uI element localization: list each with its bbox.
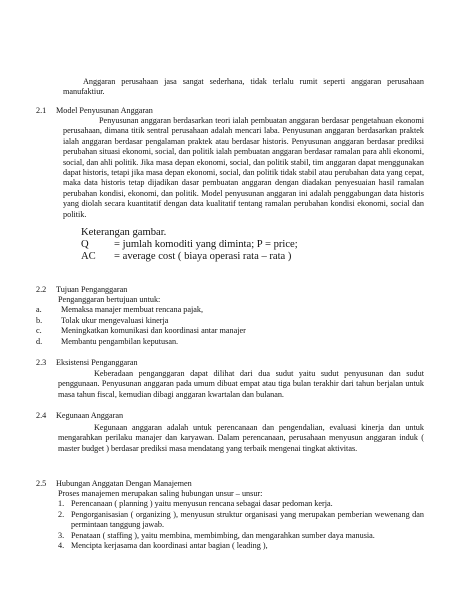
section-2-3-body: Keberadaan penganggaran dapat dilihat dari dua sudut yaitu sudut penyusunan dan sudut penggunaan. Penyusunan anggaran pada umum dibuat empat atau tiga bulan terakhir dari tahun berjalan untuk masa tahun fiscal, kemudian dibagi anggaran kwartalan dan bulanan. bbox=[58, 369, 424, 399]
list-item bbox=[58, 531, 424, 541]
section-2-3-heading bbox=[36, 358, 138, 368]
list-item-text: Tolak ukur mengevaluasi kinerja bbox=[61, 315, 169, 325]
section-2-1-body-block bbox=[0, 116, 474, 220]
section-number: 2.3 bbox=[36, 358, 47, 367]
list-item bbox=[36, 337, 424, 347]
purpose-list bbox=[36, 305, 424, 347]
legend-row bbox=[81, 251, 474, 263]
section-2-1-heading bbox=[36, 106, 153, 116]
section-title: Model Penyusunan Anggaran bbox=[56, 106, 153, 115]
section-title: Kegunaan Anggaran bbox=[56, 411, 124, 420]
section-2-2-lead: Penganggaran bertujuan untuk: bbox=[58, 295, 161, 304]
section-2-2-body-block bbox=[0, 295, 474, 347]
legend-description: = jumlah komoditi yang diminta; P = price; bbox=[114, 239, 298, 251]
section-number: 2.4 bbox=[36, 411, 47, 420]
section-title: Hubungan Anggatan Dengan Manajemen bbox=[56, 479, 192, 488]
figure-legend bbox=[0, 227, 474, 264]
list-item-text: Pengorganisasian ( organizing ), menyusun struktur organisasi yang merupakan pemberian wewenang dan permintaan tanggung jawab. bbox=[71, 509, 424, 530]
list-item-text: Memaksa manajer membuat rencana pajak, bbox=[61, 305, 204, 315]
section-title: Eksistensi Penganggaran bbox=[56, 358, 138, 367]
legend-row bbox=[81, 239, 474, 251]
list-item-text: Membantu pengambilan keputusan. bbox=[61, 336, 179, 346]
list-item bbox=[58, 510, 424, 531]
list-item-text: Perencanaan ( planning ) yaitu menyusun rencana sebagai dasar pedoman kerja. bbox=[71, 499, 333, 509]
list-marker: a. bbox=[36, 305, 42, 315]
legend-symbol: AC bbox=[81, 251, 96, 263]
section-title: Tujuan Penganggaran bbox=[56, 285, 128, 294]
intro-paragraph-block bbox=[0, 77, 474, 98]
list-marker: d. bbox=[36, 336, 43, 346]
list-item bbox=[36, 326, 424, 336]
section-2-5-heading bbox=[36, 479, 192, 489]
list-marker: 3. bbox=[58, 530, 65, 540]
section-2-4-body: Kegunaan anggaran adalah untuk perencanaan dan pengendalian, evaluasi kinerja dan untuk mengarahkan perilaku manajer dan karyawan. Dalam perencanaan, perusahaan menyusun anggaran induk ( master budget ) berdasar prediksi masa mendatang yang terbaik mengenai tingkat aktivitas. bbox=[58, 423, 424, 453]
section-2-1-body: Penyusunan anggaran berdasarkan teori ialah pembuatan anggaran berdasar pengetahuan ekonomi perusahaan, dimana titik sentral perusahaan adalah mencari laba. Penyusunan anggaran berdasarkan praktek ialah anggaran berdasar pengalaman praktek atau berdasar historis. Penyusunan anggaran berdasar prediksi perubahan situasi ekonomi, social, dan politik ialah pembuatan anggaran berdasar ramalan para ahli ekonomi, social, dan ahli politik. Jika masa depan ekonomi, social, dan politik stabil, tim anggaran dapat menggunakan dapat historis, tetapi jika masa depan ekonomi, social, dan politik tidak stabil atau perubahan data yang cepat, maka data historis tetap dijadikan dasar pembuatan anggaran dengan diadakan penyesuaian hasil ramalan perubahan kondisi, ekonomi, dan politik. Model penyusunan anggaran ini adalah penggabungan data historis yang diolah secara kuantitatif dengan data kualitatif tentang ramalan perubahan kondisi ekonomi, social dan politik. bbox=[63, 116, 424, 219]
list-item bbox=[36, 316, 424, 326]
section-2-4-heading bbox=[36, 411, 123, 421]
section-2-5-lead: Proses manajemen merupakan saling hubungan unsur – unsur: bbox=[58, 489, 263, 498]
list-item-text: Meningkatkan komunikasi dan koordinasi antar manajer bbox=[61, 326, 246, 336]
list-item-text: Mencipta kerjasama dan koordinasi antar bagian ( leading ), bbox=[71, 541, 268, 551]
list-marker: c. bbox=[36, 326, 42, 336]
legend-symbol: Q bbox=[81, 239, 89, 251]
process-list bbox=[58, 499, 424, 551]
section-2-4-body-block bbox=[0, 423, 474, 454]
section-2-3-body-block bbox=[0, 369, 474, 400]
section-2-2-heading bbox=[36, 285, 127, 295]
intro-paragraph: Anggaran perusahaan jasa sangat sederhana, tidak terlalu rumit seperti anggaran perusahaan manufaktiur. bbox=[63, 77, 424, 97]
section-2-5-body-block bbox=[0, 489, 474, 551]
list-marker: 1. bbox=[58, 499, 65, 509]
list-marker: 2. bbox=[58, 509, 65, 519]
list-item bbox=[58, 499, 424, 509]
legend-title: Keterangan gambar. bbox=[81, 227, 167, 238]
section-number: 2.1 bbox=[36, 106, 47, 115]
list-item bbox=[36, 305, 424, 315]
list-marker: 4. bbox=[58, 541, 65, 551]
list-item-text: Penataan ( staffing ), yaitu membina, membimbing, dan mengarahkan sumber daya manusia. bbox=[71, 530, 375, 540]
list-item bbox=[58, 541, 424, 551]
list-marker: b. bbox=[36, 315, 43, 325]
legend-description: = average cost ( biaya operasi rata – rata ) bbox=[114, 251, 292, 263]
section-number: 2.2 bbox=[36, 285, 47, 294]
section-number: 2.5 bbox=[36, 479, 47, 488]
